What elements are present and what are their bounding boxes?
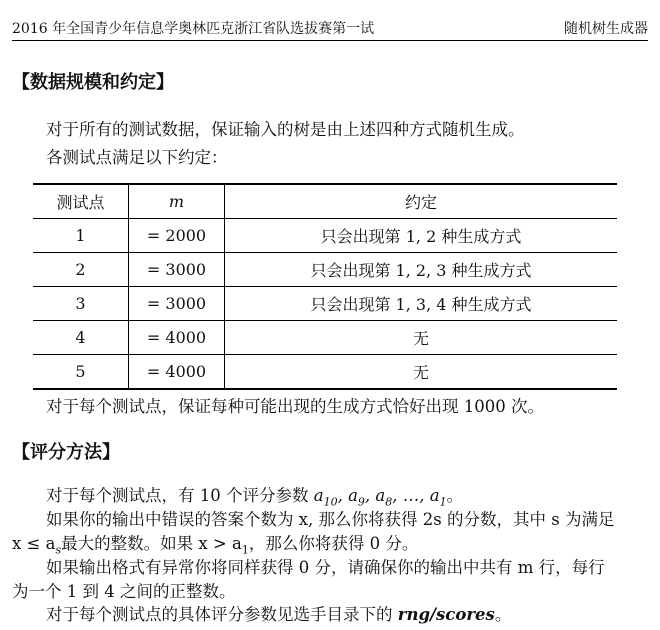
cell-m-value: = 3000: [129, 287, 225, 321]
section-title-constraints: 【数据规模和约定】: [12, 72, 174, 93]
score-params-text: 对于每个测试点，有 10 个评分参数: [46, 486, 314, 505]
cell-rule: 只会出现第 1, 2 种生成方式: [225, 219, 618, 253]
score-rule-text-end2: ，那么你将获得 0 分。: [248, 534, 419, 553]
paragraph-score-file: [12, 603, 620, 627]
table-row: [33, 321, 617, 355]
paragraph-score-params: 对于每个测试点，有 10 个评分参数 $a_{10}$, $a_9$, $a_8$, …, $a_1$。: [46, 486, 464, 509]
score-rule-text-end: 最大的整数。如果 x > a: [61, 534, 242, 553]
paragraph-format-rule: 如果输出格式有异常你将同样获得 0 分，请确保你的输出中共有 m 行，每行为一个 1 到 4 之间的正整数。: [12, 558, 605, 601]
paragraph-testcase-constraints: 各测试点满足以下约定：: [46, 148, 228, 167]
score-file-path: rng/scores: [397, 605, 495, 624]
score-rule-text: 如果你的输出中错误的答案个数为 x, 那么你将获得 2s 的分数，其中 s 为满足 x ≤ a: [12, 510, 615, 553]
cell-rule: 只会出现第 1, 2, 3 种生成方式: [225, 253, 618, 287]
column-header-m: m: [129, 184, 225, 219]
cell-testcase-id: 1: [33, 219, 129, 253]
cell-testcase-id: 4: [33, 321, 129, 355]
cell-m-value: = 2000: [129, 219, 225, 253]
cell-rule: 无: [225, 321, 618, 355]
table-row: [33, 253, 617, 287]
table-header-row: [33, 184, 617, 219]
header-problem-name: 随机树生成器: [564, 21, 648, 37]
cell-testcase-id: 2: [33, 253, 129, 287]
header-contest-title: 2016 年全国青少年信息学奥林匹克浙江省队选拔赛第一试: [12, 21, 375, 37]
cell-rule: 只会出现第 1, 3, 4 种生成方式: [225, 287, 618, 321]
table-row: [33, 287, 617, 321]
cell-rule: 无: [225, 355, 618, 390]
section-title-scoring: 【评分方法】: [12, 442, 120, 463]
table-row: [33, 355, 617, 390]
paragraph-generation-count: 对于每个测试点，保证每种可能出现的生成方式恰好出现 1000 次。: [46, 397, 544, 416]
column-header-rule: 约定: [225, 184, 618, 219]
cell-m-value: = 4000: [129, 321, 225, 355]
score-rule-subscript-1: 1: [241, 543, 249, 557]
cell-testcase-id: 5: [33, 355, 129, 390]
score-rule-subscript-s: s: [55, 543, 62, 557]
cell-m-value: = 3000: [129, 253, 225, 287]
score-file-text-end: 。: [494, 605, 512, 624]
column-header-testcase: 测试点: [33, 184, 129, 219]
table-row: [33, 219, 617, 253]
cell-testcase-id: 3: [33, 287, 129, 321]
score-file-text: 对于每个测试点的具体评分参数见选手目录下的: [46, 605, 398, 624]
cell-m-value: = 4000: [129, 355, 225, 390]
paragraph-random-trees: 对于所有的测试数据，保证输入的树是由上述四种方式随机生成。: [46, 120, 525, 139]
page-header: [12, 0, 648, 41]
score-params-formula: $a_{10}$, $a_9$, $a_8$, …, $a_1$: [313, 486, 447, 509]
paragraph-score-rule: [12, 508, 620, 562]
constraints-table: [33, 183, 617, 390]
